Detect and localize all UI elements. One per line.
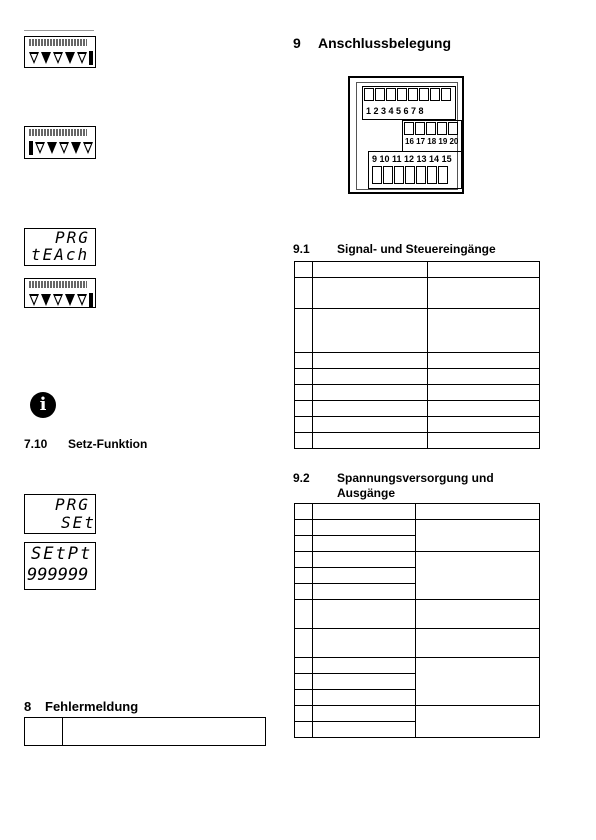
section-7-10-title: Setz-Funktion: [68, 437, 148, 451]
lcd-set-line2: SEt: [61, 513, 96, 532]
table-row: [295, 658, 540, 674]
table-row: [295, 552, 540, 568]
connector-top-pin-labels: 1 2 3 4 5 6 7 8: [366, 106, 424, 116]
section-9-1-title: Signal- und Steuereingänge: [337, 242, 496, 256]
table-row: [295, 369, 540, 385]
section-9-2-title: Spannungsversorgung und Ausgänge: [337, 471, 494, 500]
table-row: [295, 520, 540, 536]
connector-mid-block: [402, 120, 462, 152]
section-9-number: 9: [293, 35, 301, 51]
table-row: [295, 417, 540, 433]
lcd-teach-display: [24, 228, 96, 266]
info-icon: i: [30, 392, 56, 418]
power-outputs-table: [294, 503, 540, 738]
section-9-title: Anschlussbelegung: [318, 35, 452, 51]
section-9-1-number: 9.1: [293, 242, 310, 256]
lcd-status-segments: [29, 39, 87, 46]
table-row: [295, 706, 540, 722]
signal-inputs-table: [294, 261, 540, 449]
table-row: [295, 401, 540, 417]
table-row: [295, 629, 540, 658]
lcd-teach-line1: PRG: [55, 228, 90, 247]
lcd-triangle-row: [29, 140, 93, 155]
table-row: [295, 504, 540, 520]
lcd-display-3: [24, 278, 96, 308]
connector-diagram: [348, 76, 464, 194]
error-table-divider: [62, 718, 63, 745]
lcd-set-display: [24, 494, 96, 534]
connector-bottom-block: [368, 151, 462, 189]
table-row: [295, 600, 540, 629]
table-row: [295, 262, 540, 278]
connector-bottom-pin-labels: 9 10 11 12 13 14 15: [372, 154, 452, 164]
lcd-setpoint-display: [24, 542, 96, 590]
lcd-status-segments: [29, 281, 87, 288]
lcd-teach-line2: tEAch: [31, 245, 90, 264]
section-7-10-number: 7.10: [24, 437, 48, 451]
lcd-setpoint-line2: 999999: [27, 565, 89, 585]
lcd-status-segments: [29, 129, 87, 136]
lcd-setpoint-line1: SEtPt: [31, 544, 93, 564]
connector-top-block: [362, 86, 456, 120]
connector-mid-pin-labels: 16 17 18 19 20: [405, 137, 459, 146]
lcd-set-line1: PRG: [55, 495, 90, 514]
lcd-triangle-row: [29, 50, 93, 65]
section-8-number: 8: [24, 699, 32, 714]
table-row: [295, 433, 540, 449]
lcd-display-1: [24, 36, 96, 68]
lcd-triangle-row: [29, 292, 93, 307]
lcd-top-strip-1: [24, 30, 94, 37]
table-row: [295, 309, 540, 353]
section-8-title: Fehlermeldung: [45, 699, 139, 714]
table-row: [295, 385, 540, 401]
section-9-2-number: 9.2: [293, 471, 310, 485]
error-table: [24, 717, 266, 746]
table-row: [295, 353, 540, 369]
lcd-display-2: [24, 126, 96, 159]
table-row: [295, 278, 540, 309]
